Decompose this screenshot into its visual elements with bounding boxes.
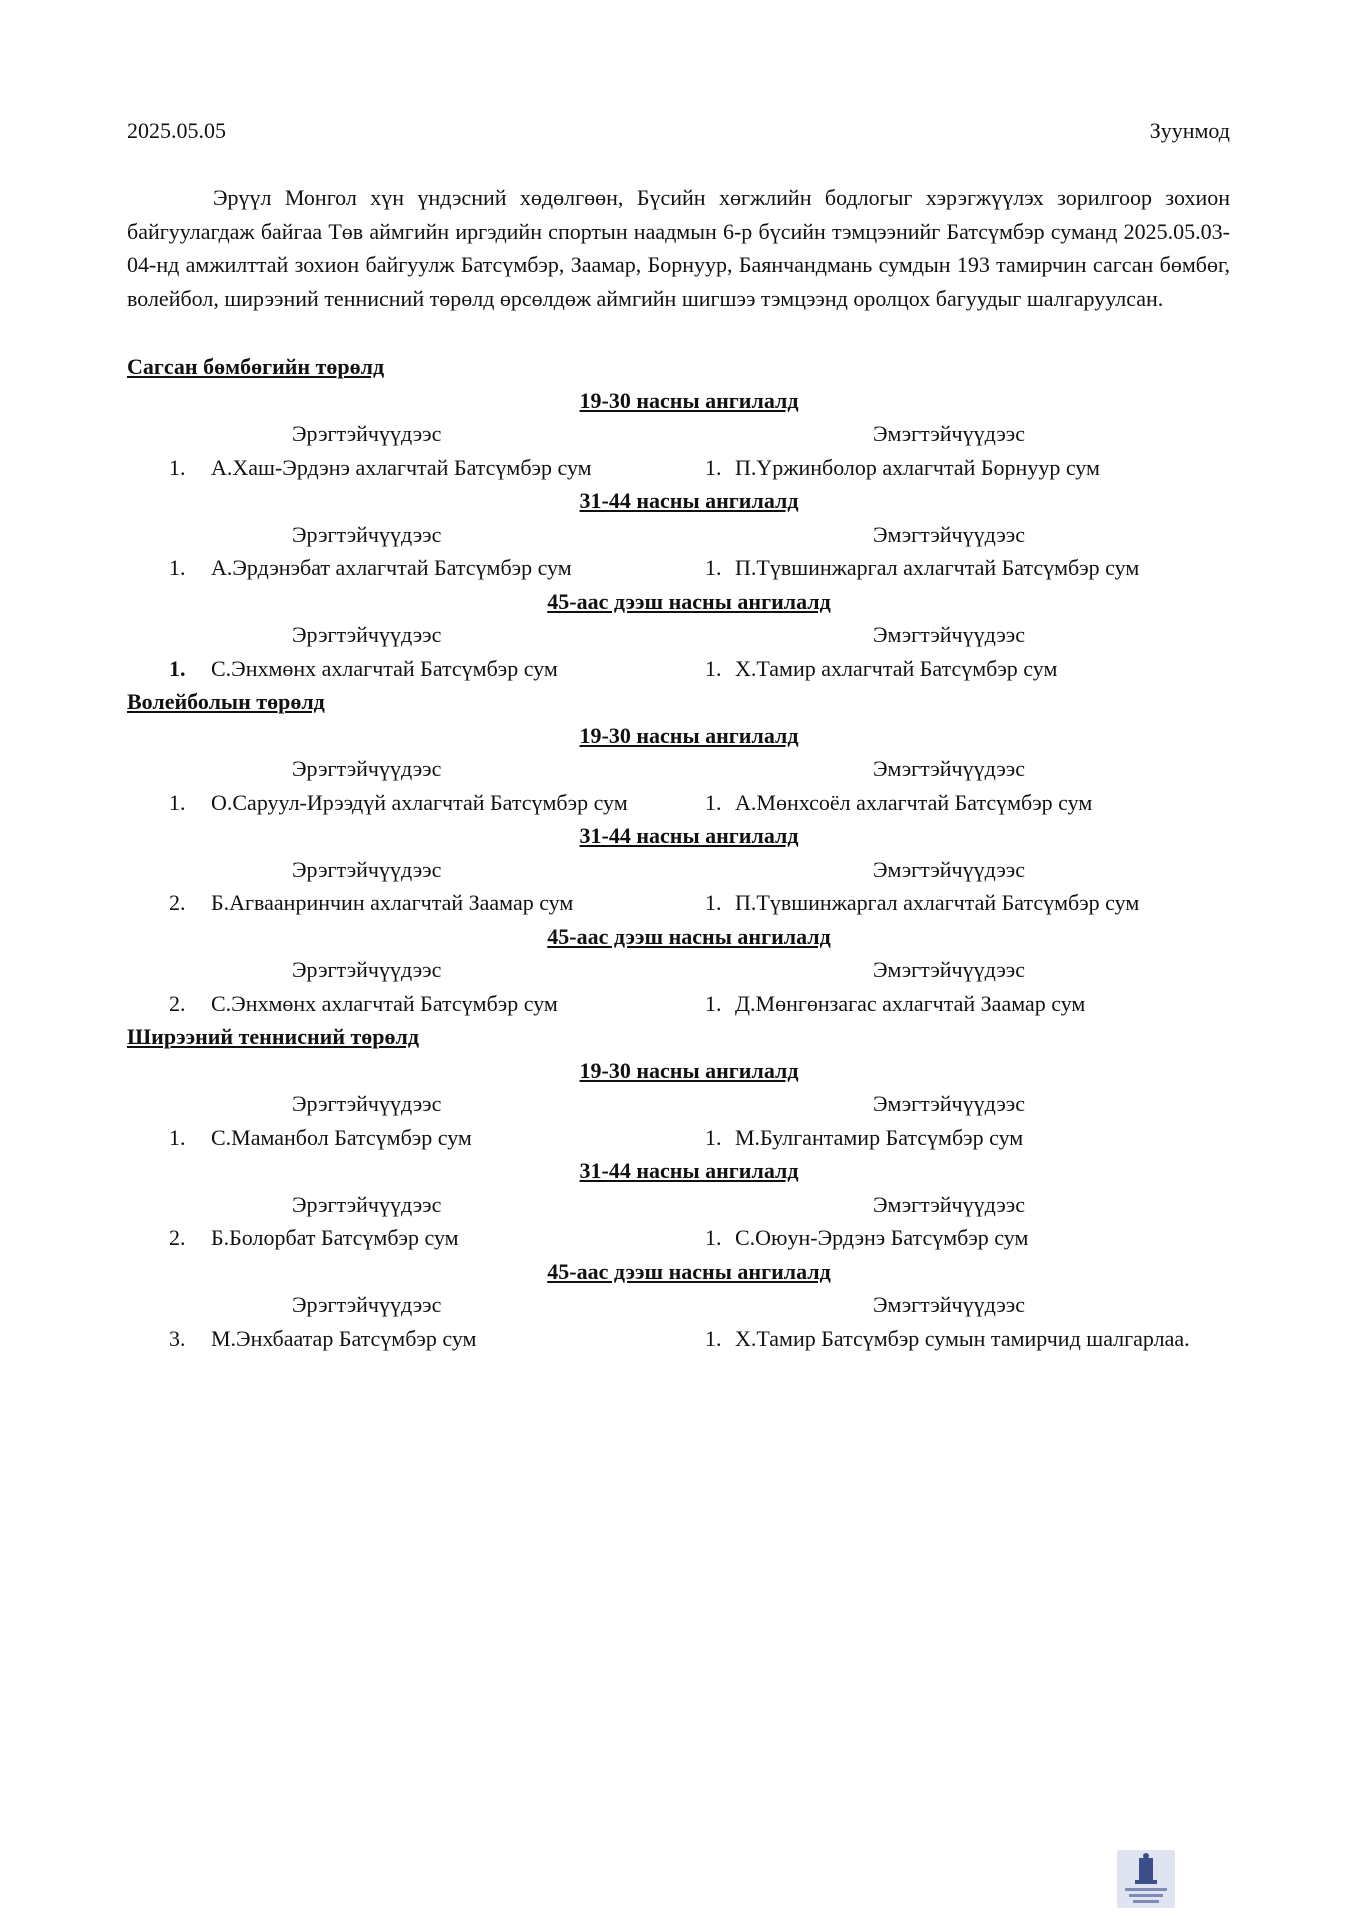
gender-labels-row [127, 1087, 1267, 1121]
men-label: Эрэгтэйчүүдээс [292, 856, 442, 882]
government-emblem-icon [1117, 1850, 1175, 1908]
winners-row [127, 652, 1267, 686]
women-label: Эмэгтэйчүүдээс [873, 622, 1026, 647]
gender-labels-row [127, 518, 1267, 552]
women-winner: П.Үржинболор ахлагчтай Борнуур сум [735, 454, 1100, 480]
winners-row [127, 1121, 1267, 1155]
men-winner: С.Энхмөнх ахлагчтай Батсүмбэр сум [211, 990, 558, 1016]
results-list [127, 350, 1267, 1355]
gender-labels-row [127, 417, 1267, 451]
section-title: Волейболын төрөлд [127, 689, 325, 714]
women-rank: 1. [705, 1325, 722, 1351]
category-title: 31-44 насны ангилалд [579, 1158, 799, 1183]
women-rank: 1. [705, 454, 722, 480]
women-rank: 1. [705, 655, 722, 681]
winners-row [127, 1221, 1267, 1255]
women-rank: 1. [705, 555, 722, 580]
men-rank: 1. [169, 655, 186, 681]
winners-row [127, 451, 1267, 485]
category-title: 19-30 насны ангилалд [579, 722, 799, 748]
men-rank: 3. [169, 1325, 186, 1351]
women-winner: П.Түвшинжаргал ахлагчтай Батсүмбэр сум [735, 555, 1140, 580]
women-label: Эмэгтэйчүүдээс [873, 521, 1026, 547]
winners-row [127, 551, 1267, 585]
category-title: 31-44 насны ангилалд [579, 488, 799, 513]
women-winner: М.Булгантамир Батсүмбэр сум [735, 1124, 1024, 1150]
gender-labels-row [127, 618, 1267, 652]
winners-row [127, 1322, 1267, 1356]
women-label: Эмэгтэйчүүдээс [873, 957, 1026, 982]
men-winner: А.Эрдэнэбат ахлагчтай Батсүмбэр сум [211, 555, 572, 580]
men-label: Эрэгтэйчүүдээс [292, 1091, 442, 1116]
category-title: 45-аас дээш насны ангилалд [547, 1258, 831, 1284]
women-winner: Х.Тамир Батсүмбэр сумын тамирчид шалгарлаа. [735, 1325, 1190, 1351]
category-title: 45-аас дээш насны ангилалд [547, 923, 831, 949]
women-rank: 1. [705, 990, 722, 1016]
women-rank: 1. [705, 789, 722, 815]
men-label: Эрэгтэйчүүдээс [292, 756, 442, 781]
women-winner: П.Түвшинжаргал ахлагчтай Батсүмбэр сум [735, 890, 1140, 915]
men-rank: 2. [169, 1225, 186, 1250]
women-label: Эмэгтэйчүүдээс [873, 1191, 1026, 1217]
women-rank: 1. [705, 1124, 722, 1150]
gender-labels-row [127, 1188, 1267, 1222]
category-title: 19-30 насны ангилалд [579, 1057, 799, 1083]
men-rank: 2. [169, 890, 186, 915]
men-label: Эрэгтэйчүүдээс [292, 622, 442, 647]
women-label: Эмэгтэйчүүдээс [873, 1091, 1026, 1116]
men-rank: 1. [169, 1124, 186, 1150]
category-title: 45-аас дээш насны ангилалд [547, 588, 831, 614]
men-label: Эрэгтэйчүүдээс [292, 521, 442, 547]
gender-labels-row [127, 853, 1267, 887]
men-winner: М.Энхбаатар Батсүмбэр сум [211, 1325, 477, 1351]
gender-labels-row [127, 1288, 1267, 1322]
women-label: Эмэгтэйчүүдээс [873, 421, 1026, 446]
winners-row [127, 987, 1267, 1021]
men-label: Эрэгтэйчүүдээс [292, 421, 442, 446]
men-winner: С.Энхмөнх ахлагчтай Батсүмбэр сум [211, 655, 558, 681]
men-rank: 1. [169, 454, 186, 480]
men-winner: О.Саруул-Ирээдүй ахлагчтай Батсүмбэр сум [211, 789, 628, 815]
women-rank: 1. [705, 890, 722, 915]
men-label: Эрэгтэйчүүдээс [292, 1191, 442, 1217]
men-label: Эрэгтэйчүүдээс [292, 957, 442, 982]
gender-labels-row [127, 752, 1267, 786]
women-label: Эмэгтэйчүүдээс [873, 756, 1026, 781]
men-rank: 1. [169, 555, 186, 580]
document-place: Зуунмод [1149, 118, 1230, 143]
women-winner: С.Оюун-Эрдэнэ Батсүмбэр сум [735, 1225, 1029, 1250]
intro-paragraph: Эрүүл Монгол хүн үндэсний хөдөлгөөн, Бүсийн хөгжлийн бодлогыг хэрэгжүүлэх зорилгоор зохион байгуулагдаж байгаа Төв аймгийн иргэдийн спортын наадмын 6-р бүсийн тэмцээнийг Батсүмбэр суманд 2025.05.03-04-нд амжилттай зохион байгуулж Батсүмбэр, Заамар, Борнуур, Баянчандмань сумдын 193 тамирчин сагсан бөмбөг, волейбол, ширээний теннисний төрөлд өрсөлдөж аймгийн шигшээ тэмцээнд оролцох багуудыг шалгаруулсан. [127, 185, 1230, 311]
section-title: Ширээний теннисний төрөлд [127, 1024, 420, 1049]
women-winner: А.Мөнхсоёл ахлагчтай Батсүмбэр сум [735, 789, 1093, 815]
winners-row [127, 886, 1267, 920]
winners-row [127, 786, 1267, 820]
men-winner: С.Маманбол Батсүмбэр сум [211, 1124, 472, 1150]
section-title: Сагсан бөмбөгийн төрөлд [127, 354, 385, 379]
category-title: 31-44 насны ангилалд [579, 823, 799, 848]
men-winner: А.Хаш-Эрдэнэ ахлагчтай Батсүмбэр сум [211, 454, 592, 480]
gender-labels-row [127, 953, 1267, 987]
women-winner: Д.Мөнгөнзагас ахлагчтай Заамар сум [735, 990, 1086, 1016]
men-winner: Б.Агваанринчин ахлагчтай Заамар сум [211, 890, 574, 915]
category-title: 19-30 насны ангилалд [579, 387, 799, 413]
women-label: Эмэгтэйчүүдээс [873, 856, 1026, 882]
women-label: Эмэгтэйчүүдээс [873, 1292, 1026, 1317]
men-winner: Б.Болорбат Батсүмбэр сум [211, 1225, 459, 1250]
men-label: Эрэгтэйчүүдээс [292, 1292, 442, 1317]
women-winner: Х.Тамир ахлагчтай Батсүмбэр сум [735, 655, 1058, 681]
document-header [127, 118, 1230, 148]
women-rank: 1. [705, 1225, 722, 1250]
document-date: 2025.05.05 [127, 118, 226, 143]
men-rank: 2. [169, 990, 186, 1016]
men-rank: 1. [169, 789, 186, 815]
